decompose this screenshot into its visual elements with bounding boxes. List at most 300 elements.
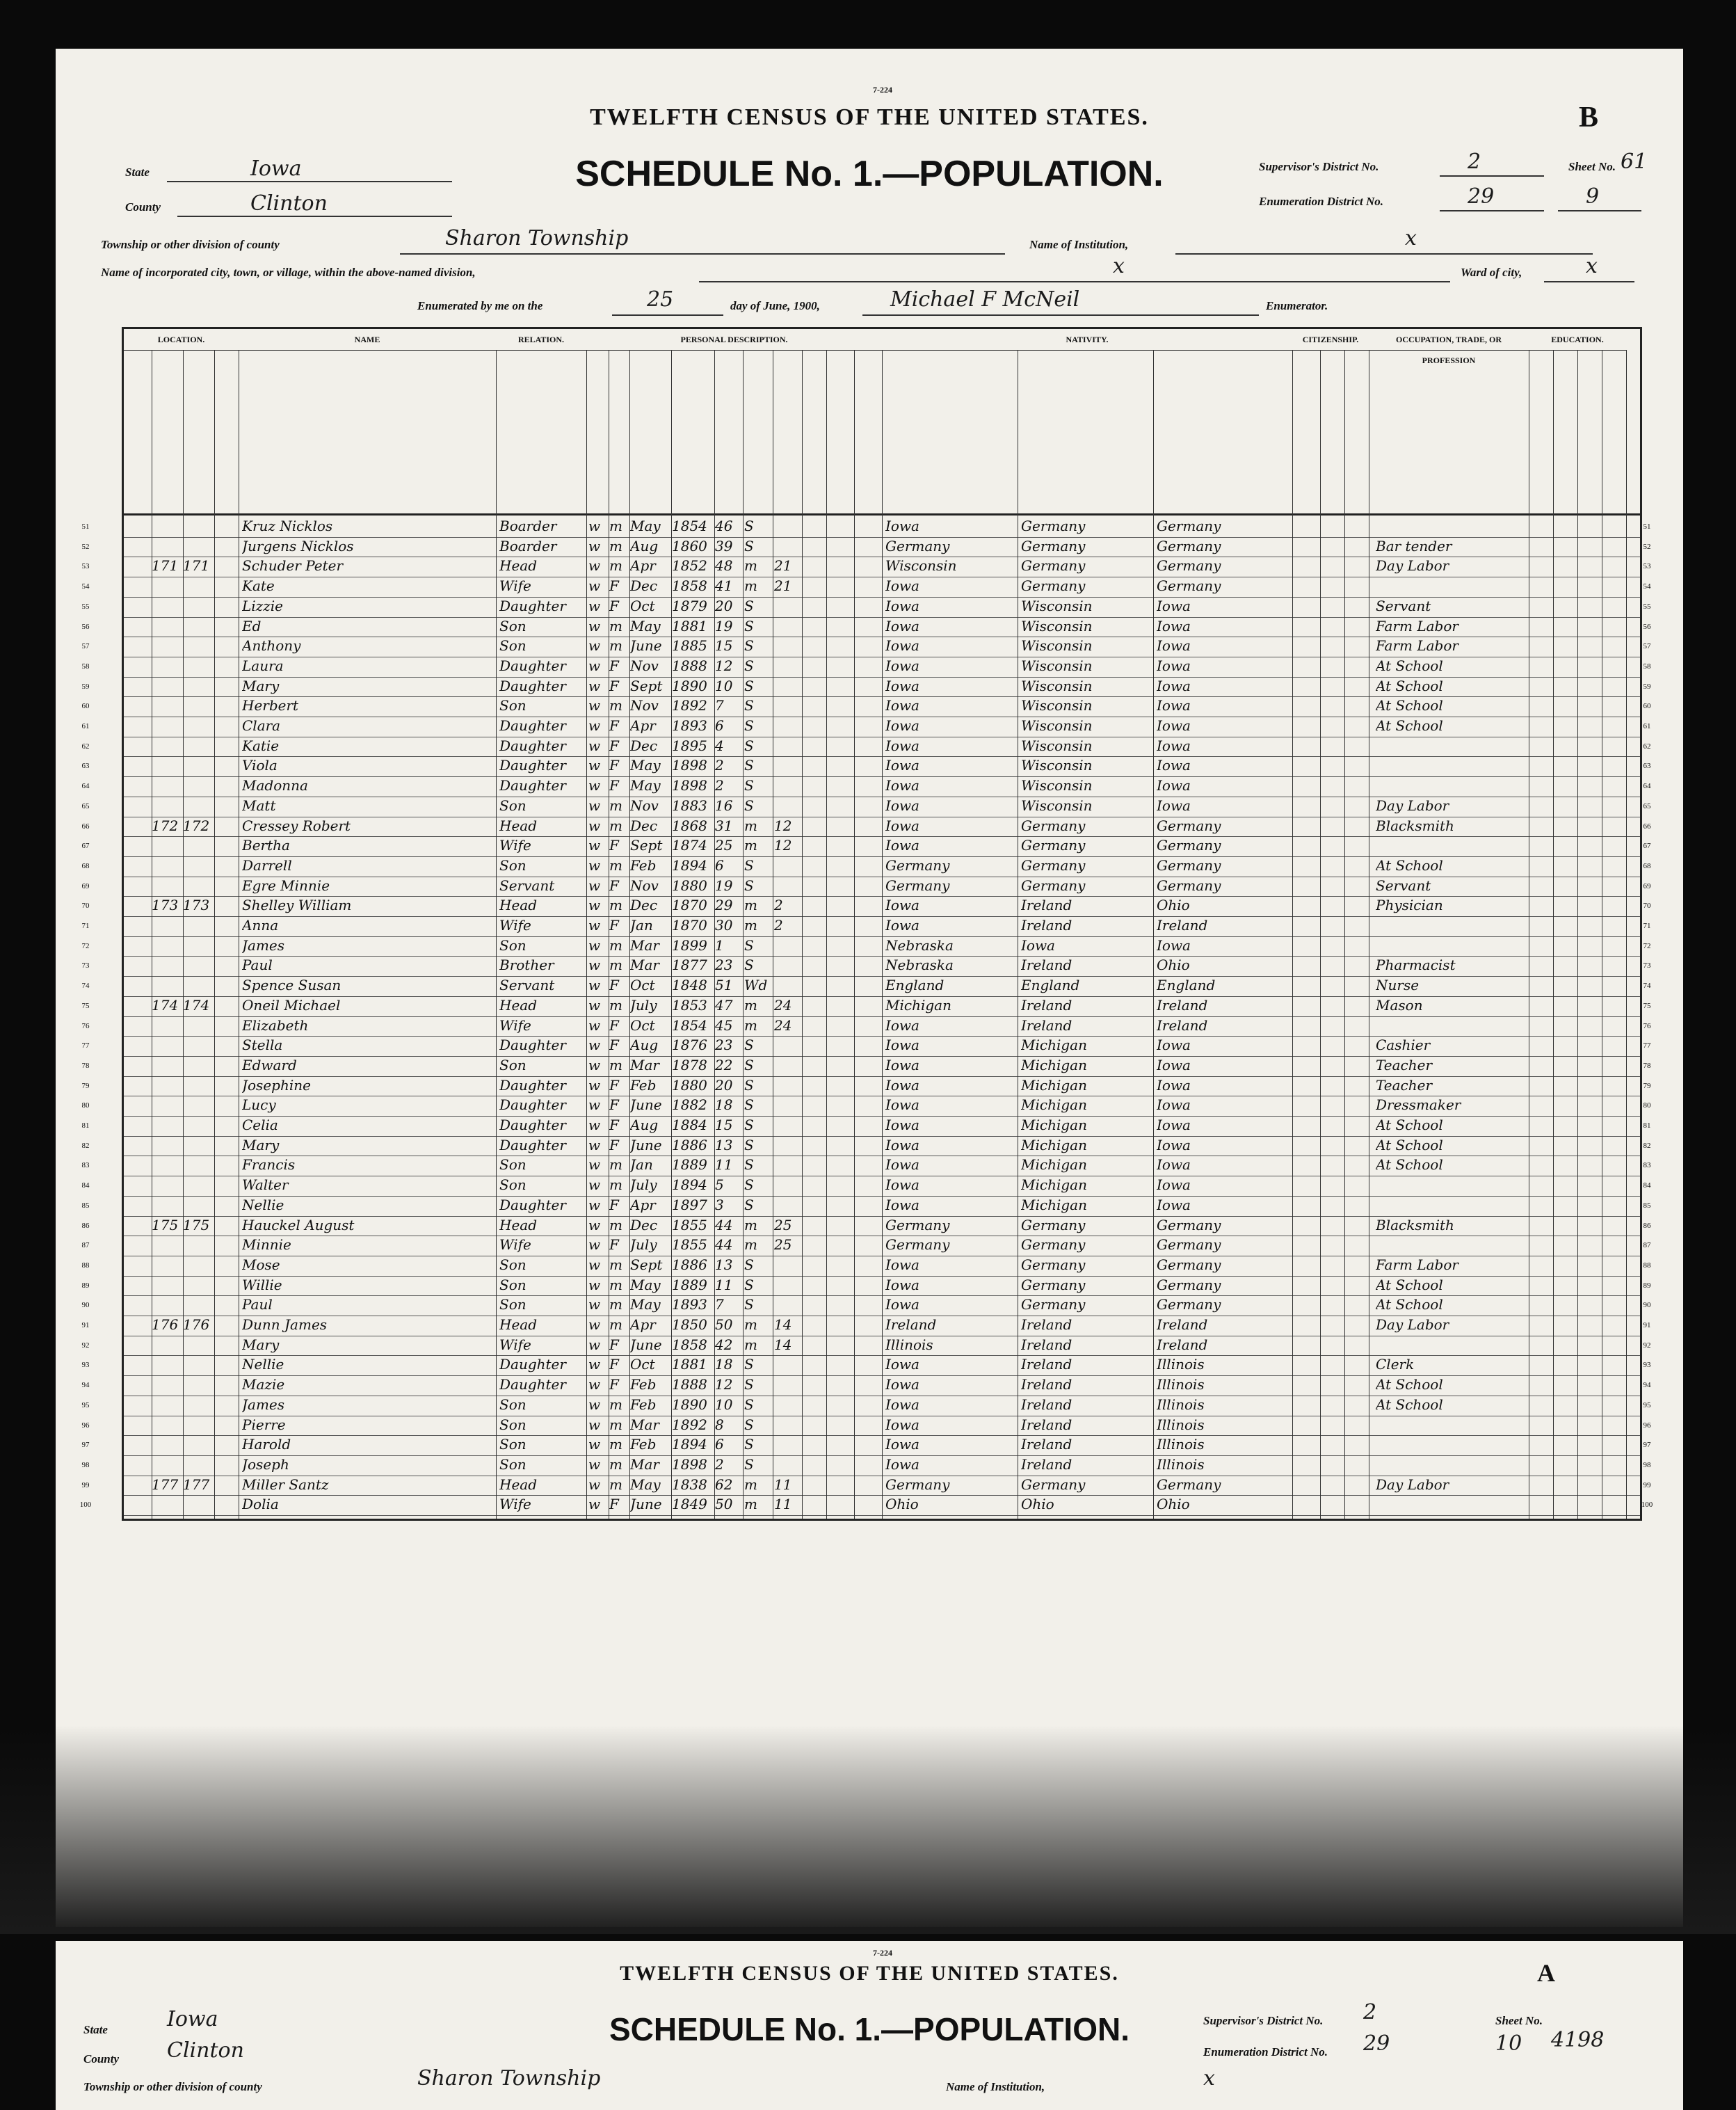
cell-mar: S <box>744 637 754 655</box>
cell-mar: S <box>744 1196 754 1213</box>
cell-father: Ohio <box>1021 1496 1054 1513</box>
cell-sex: m <box>609 1436 622 1453</box>
citizenship-header: CITIZENSHIP. <box>1292 329 1369 351</box>
cell-rel: Head <box>499 897 538 914</box>
cell-race: w <box>588 737 601 754</box>
cell-fam: 175 <box>183 1216 210 1233</box>
row-number: 53 <box>81 562 90 571</box>
cell-year: 1881 <box>672 1356 707 1373</box>
cell-place: Iowa <box>885 797 919 814</box>
cell-occ: At School <box>1376 657 1443 674</box>
cell-age: 7 <box>715 697 724 714</box>
row-number-right: 70 <box>1643 902 1651 911</box>
cell-sex: F <box>609 597 619 614</box>
cell-place: Iowa <box>885 1016 919 1034</box>
cell-occ: Day Labor <box>1376 1476 1449 1493</box>
cell-mar: S <box>744 1076 754 1094</box>
row-number: 81 <box>81 1121 90 1130</box>
row-number-right: 92 <box>1643 1341 1651 1350</box>
cell-race: w <box>588 837 601 854</box>
row-number: 75 <box>81 1001 90 1010</box>
cell-name: Nellie <box>242 1356 284 1373</box>
cell-mother: Iowa <box>1157 797 1191 814</box>
row-number-right: 84 <box>1643 1181 1651 1190</box>
cell-year: 1893 <box>672 1296 707 1313</box>
row-number: 77 <box>81 1041 90 1050</box>
cell-father: Germany <box>1021 518 1086 534</box>
cell-age: 18 <box>715 1096 733 1114</box>
county-value: Clinton <box>250 191 328 216</box>
cell-year: 1892 <box>672 697 707 714</box>
cell-rel: Son <box>499 1256 527 1273</box>
sheet-letter: B <box>1579 102 1599 134</box>
cell-mar: S <box>744 777 754 794</box>
row-number-right: 99 <box>1643 1480 1651 1489</box>
cell-race: w <box>588 697 601 714</box>
cell-mar: m <box>744 817 757 834</box>
cell-place: Iowa <box>885 777 919 794</box>
row-number-right: 76 <box>1643 1021 1651 1030</box>
cell-dw: 177 <box>152 1476 179 1493</box>
cell-place: Germany <box>885 1216 950 1233</box>
cell-dw: 176 <box>152 1316 179 1333</box>
cell-year: 1884 <box>672 1117 707 1133</box>
cell-age: 23 <box>715 957 733 974</box>
cell-place: Iowa <box>885 737 919 754</box>
cell-occ: Blacksmith <box>1376 1216 1454 1233</box>
cell-name: Minnie <box>242 1236 291 1254</box>
cell-name: Oneil Michael <box>242 996 341 1014</box>
cell-sex: m <box>609 996 622 1014</box>
cell-place: Iowa <box>885 577 919 595</box>
cell-father: Ireland <box>1021 957 1072 974</box>
cell-place: Iowa <box>885 1196 919 1213</box>
cell-place: Iowa <box>885 1276 919 1293</box>
institution-label-bottom: Name of Institution, <box>946 2080 1045 2093</box>
cell-race: w <box>588 877 601 894</box>
cell-year: 1889 <box>672 1156 707 1174</box>
cell-occ: Bar tender <box>1376 537 1452 554</box>
row-number-right: 66 <box>1643 822 1651 831</box>
cell-race: w <box>588 757 601 774</box>
cell-mother: Iowa <box>1157 737 1191 754</box>
row-number: 70 <box>81 902 90 911</box>
cell-mother: Illinois <box>1157 1396 1205 1413</box>
cell-place: Germany <box>885 537 950 554</box>
cell-mar: m <box>744 837 757 854</box>
cell-yrs: 21 <box>774 557 792 575</box>
cell-mar: S <box>744 597 754 614</box>
cell-father: Wisconsin <box>1021 697 1093 714</box>
cell-year: 1838 <box>672 1476 707 1493</box>
cell-rel: Daughter <box>499 657 566 674</box>
cell-name: Clara <box>242 717 281 734</box>
cell-occ: Day Labor <box>1376 797 1449 814</box>
cell-month: Apr <box>630 1196 656 1213</box>
cell-month: Jan <box>630 917 653 934</box>
cell-mother: Germany <box>1157 1476 1221 1493</box>
cell-age: 48 <box>715 557 733 575</box>
cell-age: 13 <box>715 1136 733 1153</box>
cell-race: w <box>588 817 601 834</box>
cell-rel: Son <box>499 1296 527 1313</box>
cell-age: 19 <box>715 877 733 894</box>
cell-mar: Wd <box>744 977 768 994</box>
cell-occ: Day Labor <box>1376 1316 1449 1333</box>
cell-mar: m <box>744 1496 757 1513</box>
cell-sex: m <box>609 1276 622 1293</box>
cell-rel: Wife <box>499 577 531 595</box>
row-number: 95 <box>81 1400 90 1409</box>
cell-month: Sept <box>630 1256 663 1273</box>
cell-month: May <box>630 757 661 774</box>
cell-month: June <box>630 1336 662 1353</box>
cell-father: Wisconsin <box>1021 797 1093 814</box>
row-number: 99 <box>81 1480 90 1489</box>
cell-father: Germany <box>1021 577 1086 595</box>
relation-header: RELATION. <box>496 329 586 351</box>
cell-month: Nov <box>630 797 659 814</box>
row-number: 52 <box>81 542 90 551</box>
cell-year: 1888 <box>672 657 707 674</box>
row-number-right: 52 <box>1643 542 1651 551</box>
cell-sex: m <box>609 936 622 954</box>
cell-race: w <box>588 777 601 794</box>
cell-father: Germany <box>1021 1276 1086 1293</box>
cell-month: Dec <box>630 577 658 595</box>
cell-sex: F <box>609 1136 619 1153</box>
cell-rel: Wife <box>499 917 531 934</box>
cell-mother: Iowa <box>1157 1136 1191 1153</box>
cell-father: Germany <box>1021 1476 1086 1493</box>
row-number: 98 <box>81 1460 90 1469</box>
row-number: 56 <box>81 622 90 631</box>
cell-age: 22 <box>715 1056 733 1073</box>
cell-rel: Son <box>499 1276 527 1293</box>
cell-year: 1880 <box>672 1076 707 1094</box>
cell-age: 16 <box>715 797 733 814</box>
cell-sex: F <box>609 1117 619 1133</box>
cell-month: June <box>630 637 662 655</box>
form-code-bottom: 7-224 <box>873 1948 892 1958</box>
cell-year: 1889 <box>672 1276 707 1293</box>
row-number-right: 75 <box>1643 1001 1651 1010</box>
cell-age: 15 <box>715 1117 733 1133</box>
cell-sex: m <box>609 797 622 814</box>
county-label-bottom: County <box>83 2052 120 2065</box>
personal-description-header: PERSONAL DESCRIPTION. <box>586 329 882 351</box>
cell-father: Ireland <box>1021 1436 1072 1453</box>
cell-age: 31 <box>715 817 733 834</box>
cell-sex: m <box>609 817 622 834</box>
cell-year: 1881 <box>672 617 707 634</box>
enumeration-value-bottom: 29 <box>1363 2031 1390 2056</box>
cell-mar: m <box>744 897 757 914</box>
cell-sex: m <box>609 1416 622 1433</box>
row-number-right: 72 <box>1643 941 1651 950</box>
cell-sex: F <box>609 1076 619 1094</box>
cell-race: w <box>588 637 601 655</box>
cell-month: Oct <box>630 597 655 614</box>
cell-father: Wisconsin <box>1021 717 1093 734</box>
row-number: 73 <box>81 961 90 970</box>
cell-year: 1895 <box>672 737 707 754</box>
row-number: 66 <box>81 822 90 831</box>
cell-mother: Germany <box>1157 557 1221 575</box>
cell-father: Wisconsin <box>1021 597 1093 614</box>
row-number: 57 <box>81 642 90 651</box>
cell-place: Iowa <box>885 1076 919 1094</box>
cell-occ: At School <box>1376 856 1443 874</box>
cell-race: w <box>588 1037 601 1054</box>
cell-month: Mar <box>630 1455 659 1473</box>
cell-name: Darrell <box>242 856 292 874</box>
cell-age: 15 <box>715 637 733 655</box>
cell-age: 6 <box>715 1436 724 1453</box>
cell-mar: S <box>744 1376 754 1393</box>
cell-occ: At School <box>1376 1396 1443 1413</box>
cell-rel: Son <box>499 1436 527 1453</box>
cell-age: 12 <box>715 1376 733 1393</box>
census-sheet-bottom <box>56 1941 1683 2110</box>
cell-mar: S <box>744 1276 754 1293</box>
cell-mother: Iowa <box>1157 717 1191 734</box>
cell-father: England <box>1021 977 1080 994</box>
cell-rel: Wife <box>499 837 531 854</box>
cell-race: w <box>588 1076 601 1094</box>
cell-place: Germany <box>885 856 950 874</box>
cell-mother: Germany <box>1157 1216 1221 1233</box>
cell-occ: Day Labor <box>1376 557 1449 575</box>
cell-month: Oct <box>630 1016 655 1034</box>
township-label-bottom: Township or other division of county <box>83 2080 262 2093</box>
row-number: 67 <box>81 842 90 851</box>
cell-age: 47 <box>715 996 733 1014</box>
cell-father: Wisconsin <box>1021 737 1093 754</box>
cell-month: Feb <box>630 1436 657 1453</box>
cell-place: Iowa <box>885 717 919 734</box>
form-code: 7-224 <box>873 85 892 95</box>
cell-age: 45 <box>715 1016 733 1034</box>
cell-age: 5 <box>715 1176 724 1194</box>
cell-name: James <box>242 1396 285 1413</box>
cell-father: Ireland <box>1021 1416 1072 1433</box>
cell-rel: Daughter <box>499 597 566 614</box>
cell-occ: Pharmacist <box>1376 957 1456 974</box>
row-number: 62 <box>81 742 90 751</box>
cell-race: w <box>588 1476 601 1493</box>
cell-year: 1885 <box>672 637 707 655</box>
cell-rel: Son <box>499 697 527 714</box>
cell-place: Iowa <box>885 1455 919 1473</box>
cell-month: May <box>630 1296 661 1313</box>
cell-mar: S <box>744 856 754 874</box>
cell-mar: S <box>744 1156 754 1174</box>
cell-mar: S <box>744 1396 754 1413</box>
cell-mar: S <box>744 936 754 954</box>
nativity-header: NATIVITY. <box>882 329 1292 351</box>
cell-month: May <box>630 1276 661 1293</box>
cell-place: Iowa <box>885 1136 919 1153</box>
cell-sex: m <box>609 897 622 914</box>
cell-place: Illinois <box>885 1336 933 1353</box>
cell-mother: Germany <box>1157 537 1221 554</box>
cell-place: Iowa <box>885 1256 919 1273</box>
cell-rel: Daughter <box>499 677 566 694</box>
cell-mar: S <box>744 757 754 774</box>
cell-month: Mar <box>630 1416 659 1433</box>
cell-name: Anna <box>242 917 279 934</box>
cell-age: 41 <box>715 577 733 595</box>
row-number-right: 98 <box>1643 1460 1651 1469</box>
cell-name: Lucy <box>242 1096 276 1114</box>
cell-father: Michigan <box>1021 1196 1087 1213</box>
cell-mar: S <box>744 1056 754 1073</box>
cell-race: w <box>588 1176 601 1194</box>
cell-sex: F <box>609 717 619 734</box>
row-number: 74 <box>81 982 90 991</box>
cell-race: w <box>588 897 601 914</box>
cell-occ: Teacher <box>1376 1056 1433 1073</box>
cell-yrs: 2 <box>774 897 783 914</box>
cell-father: Michigan <box>1021 1056 1087 1073</box>
row-number: 90 <box>81 1301 90 1310</box>
cell-age: 11 <box>715 1276 733 1293</box>
cell-age: 8 <box>715 1416 724 1433</box>
cell-month: Dec <box>630 817 658 834</box>
cell-name: Kruz Nicklos <box>242 518 333 534</box>
row-number: 61 <box>81 722 90 730</box>
row-number: 97 <box>81 1441 90 1450</box>
cell-age: 44 <box>715 1216 733 1233</box>
cell-race: w <box>588 1496 601 1513</box>
enumeration-label-bottom: Enumeration District No. <box>1203 2045 1328 2059</box>
cell-mar: m <box>744 1216 757 1233</box>
cell-sex: m <box>609 1256 622 1273</box>
cell-month: Oct <box>630 977 655 994</box>
cell-name: Miller Santz <box>242 1476 329 1493</box>
row-number-right: 61 <box>1643 722 1651 730</box>
cell-fam: 177 <box>183 1476 210 1493</box>
cell-mother: Ohio <box>1157 897 1190 914</box>
cell-year: 1855 <box>672 1216 707 1233</box>
cell-year: 1858 <box>672 577 707 595</box>
cell-place: Iowa <box>885 637 919 655</box>
cell-place: Iowa <box>885 597 919 614</box>
cell-father: Ireland <box>1021 1316 1072 1333</box>
row-number: 88 <box>81 1261 90 1270</box>
cell-age: 25 <box>715 837 733 854</box>
cell-sex: F <box>609 737 619 754</box>
cell-rel: Daughter <box>499 717 566 734</box>
institution-value: x <box>1405 226 1417 250</box>
cell-sex: F <box>609 1496 619 1513</box>
cell-race: w <box>588 1276 601 1293</box>
cell-father: Ireland <box>1021 996 1072 1014</box>
cell-sex: F <box>609 1096 619 1114</box>
cell-month: Mar <box>630 1056 659 1073</box>
sheet-corner: 61 <box>1621 150 1648 174</box>
cell-father: Ireland <box>1021 1455 1072 1473</box>
cell-sex: F <box>609 657 619 674</box>
cell-race: w <box>588 1296 601 1313</box>
cell-year: 1855 <box>672 1236 707 1254</box>
state-value: Iowa <box>250 157 302 181</box>
row-number-right: 89 <box>1643 1281 1651 1290</box>
cell-month: Dec <box>630 897 658 914</box>
cell-rel: Daughter <box>499 1096 566 1114</box>
cell-race: w <box>588 1256 601 1273</box>
cell-year: 1850 <box>672 1316 707 1333</box>
row-number-right: 100 <box>1641 1501 1653 1510</box>
row-number-right: 74 <box>1643 982 1651 991</box>
cell-age: 30 <box>715 917 733 934</box>
cell-age: 10 <box>715 1396 733 1413</box>
cell-occ: Physician <box>1376 897 1443 914</box>
cell-name: Laura <box>242 657 284 674</box>
day-of-label: day of June, 1900, <box>730 299 820 312</box>
cell-rel: Head <box>499 1216 538 1233</box>
cell-year: 1868 <box>672 817 707 834</box>
cell-fam: 172 <box>183 817 210 834</box>
cell-mar: S <box>744 877 754 894</box>
cell-rel: Head <box>499 557 538 575</box>
sheet-no-label: Sheet No. <box>1568 160 1616 173</box>
cell-place: Iowa <box>885 1117 919 1133</box>
cell-yrs: 25 <box>774 1216 792 1233</box>
cell-mother: Iowa <box>1157 1196 1191 1213</box>
cell-age: 12 <box>715 657 733 674</box>
row-number-right: 58 <box>1643 662 1651 671</box>
cell-year: 1878 <box>672 1056 707 1073</box>
cell-place: Iowa <box>885 657 919 674</box>
cell-name: Matt <box>242 797 276 814</box>
row-number: 64 <box>81 782 90 791</box>
row-number: 89 <box>81 1281 90 1290</box>
row-number-right: 82 <box>1643 1141 1651 1150</box>
cell-race: w <box>588 557 601 575</box>
cell-year: 1848 <box>672 977 707 994</box>
institution-value-bottom: x <box>1203 2066 1215 2091</box>
cell-year: 1897 <box>672 1196 707 1213</box>
row-number-right: 96 <box>1643 1421 1651 1430</box>
row-number-right: 67 <box>1643 842 1651 851</box>
cell-mar: S <box>744 1416 754 1433</box>
cell-race: w <box>588 657 601 674</box>
cell-name: Herbert <box>242 697 299 714</box>
cell-mother: Illinois <box>1157 1436 1205 1453</box>
cell-sex: m <box>609 1455 622 1473</box>
cell-father: Wisconsin <box>1021 637 1093 655</box>
row-number: 100 <box>79 1501 92 1510</box>
cell-mar: S <box>744 1256 754 1273</box>
cell-mother: Iowa <box>1157 657 1191 674</box>
occupation-header: OCCUPATION, TRADE, OR PROFESSION <box>1369 329 1529 351</box>
cell-place: Iowa <box>885 1416 919 1433</box>
cell-month: Nov <box>630 877 659 894</box>
cell-place: Ireland <box>885 1316 937 1333</box>
row-number: 91 <box>81 1321 90 1329</box>
census-sheet-top <box>56 49 1683 1927</box>
cell-sex: m <box>609 957 622 974</box>
cell-father: Germany <box>1021 817 1086 834</box>
cell-mar: S <box>744 1136 754 1153</box>
cell-year: 1883 <box>672 797 707 814</box>
cell-year: 1890 <box>672 677 707 694</box>
cell-rel: Son <box>499 1156 527 1174</box>
sheet-letter-bottom: A <box>1537 1959 1555 1987</box>
cell-month: Apr <box>630 557 656 575</box>
